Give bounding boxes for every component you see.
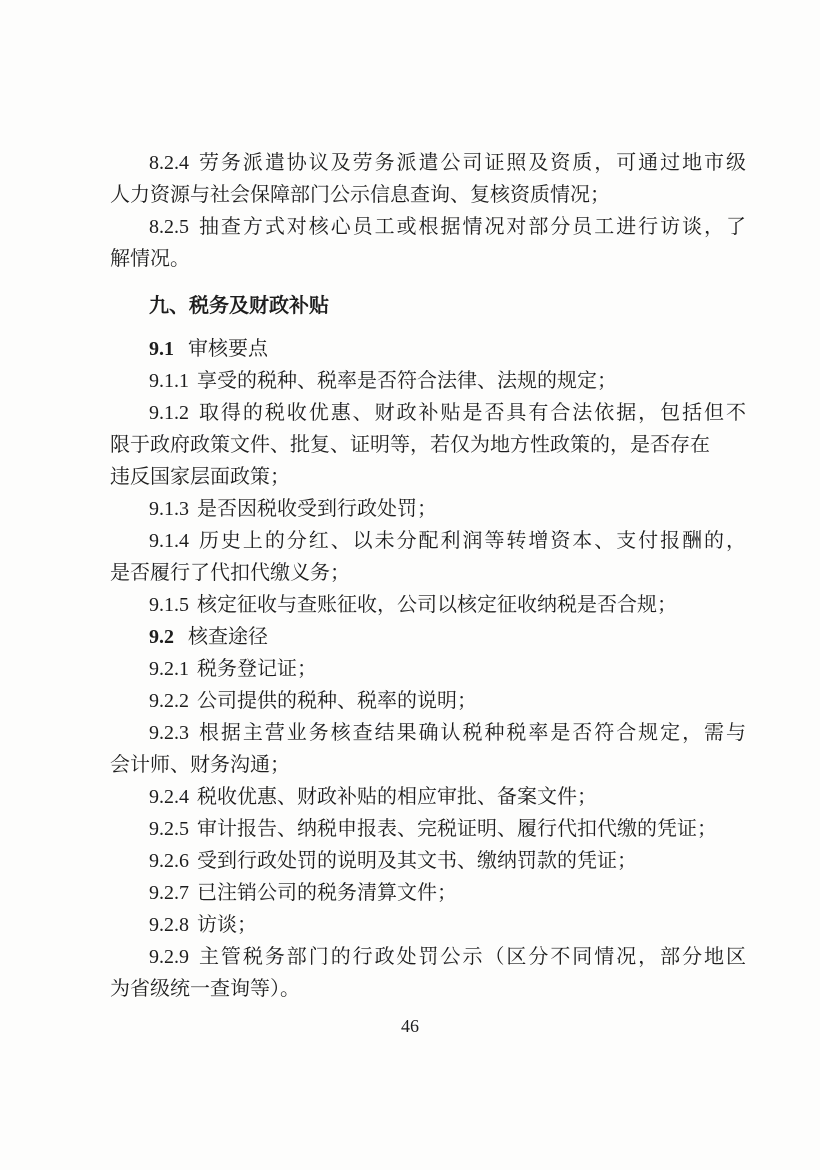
clause-text: 核定征收与查账征收，公司以核定征收纳税是否合规； [197, 592, 677, 616]
paragraph-line [149, 784, 597, 809]
paragraph-line [110, 752, 290, 776]
paragraph-line [149, 912, 257, 937]
paragraph-line [149, 816, 717, 841]
clause-number: 9.2.3 [149, 722, 189, 744]
clause-text: 是否因税收受到行政处罚； [197, 496, 437, 520]
paragraph-line [149, 944, 746, 969]
section-heading [149, 293, 329, 317]
clause-text: 核查途径 [188, 624, 268, 648]
clause-text: 解情况。 [110, 246, 190, 270]
page-number: 46 [401, 1016, 419, 1036]
clause-text: 抽查方式对核心员工或根据情况对部分员工进行访谈，了 [197, 214, 746, 238]
paragraph-line [110, 432, 710, 456]
clause-number: 9.1.3 [149, 498, 189, 520]
paragraph-line [110, 464, 290, 488]
clause-text: 为省级统一查询等）。 [110, 976, 300, 1000]
clause-text: 访谈； [197, 912, 257, 936]
clause-text: 税务登记证； [197, 656, 317, 680]
clause-text: 审计报告、纳税申报表、完税证明、履行代扣代缴的凭证； [197, 816, 717, 840]
clause-text: 审核要点 [188, 336, 268, 360]
clause-number: 9.1.2 [149, 402, 189, 424]
paragraph-line [149, 656, 317, 681]
paragraph-line [149, 214, 746, 239]
clause-number: 9.1.1 [149, 370, 189, 392]
clause-number: 8.2.5 [149, 216, 189, 238]
clause-text: 会计师、财务沟通； [110, 752, 290, 776]
clause-number: 9.2.8 [149, 914, 189, 936]
clause-number: 9.2.4 [149, 786, 189, 808]
paragraph-line [149, 592, 677, 617]
clause-text: 主管税务部门的行政处罚公示（区分不同情况，部分地区 [197, 944, 746, 968]
clause-text: 税收优惠、财政补贴的相应审批、备案文件； [197, 784, 597, 808]
clause-text: 违反国家层面政策； [110, 464, 290, 488]
clause-text: 取得的税收优惠、财政补贴是否具有合法依据，包括但不 [197, 400, 746, 424]
clause-number: 9.1.5 [149, 594, 189, 616]
clause-number: 9.2.9 [149, 946, 189, 968]
clause-number: 9.1.4 [149, 530, 189, 552]
paragraph-line [149, 368, 617, 393]
clause-number: 9.1 [149, 338, 174, 360]
clause-text: 根据主营业务核查结果确认税种税率是否符合规定，需与 [197, 720, 746, 744]
clause-text: 人力资源与社会保障部门公示信息查询、复核资质情况； [110, 182, 610, 206]
paragraph-line [110, 560, 350, 584]
paragraph-line [149, 528, 746, 553]
clause-text: 公司提供的税种、税率的说明； [197, 688, 477, 712]
paragraph-line [149, 400, 746, 425]
paragraph-line [110, 246, 190, 270]
clause-number: 9.2 [149, 626, 174, 648]
clause-number: 9.2.2 [149, 690, 189, 712]
clause-text: 已注销公司的税务清算文件； [197, 880, 457, 904]
subsection-heading [149, 336, 268, 361]
clause-number: 9.2.5 [149, 818, 189, 840]
paragraph-line [110, 976, 300, 1000]
paragraph-line [149, 848, 637, 873]
clause-text: 劳务派遣协议及劳务派遣公司证照及资质，可通过地市级 [197, 150, 746, 174]
paragraph-line [149, 496, 437, 521]
clause-number: 9.2.7 [149, 882, 189, 904]
clause-number: 9.2.1 [149, 658, 189, 680]
clause-text: 历史上的分红、以未分配利润等转增资本、支付报酬的， [197, 528, 746, 552]
clause-text: 享受的税种、税率是否符合法律、法规的规定； [197, 368, 617, 392]
paragraph-line [149, 150, 746, 175]
paragraph-line [110, 182, 610, 206]
subsection-heading [149, 624, 268, 649]
clause-text: 是否履行了代扣代缴义务； [110, 560, 350, 584]
clause-number: 8.2.4 [149, 152, 189, 174]
paragraph-line [149, 688, 477, 713]
clause-number: 9.2.6 [149, 850, 189, 872]
clause-text: 受到行政处罚的说明及其文书、缴纳罚款的凭证； [197, 848, 637, 872]
paragraph-line [149, 720, 746, 745]
paragraph-line [149, 880, 457, 905]
section-heading-text: 九、税务及财政补贴 [149, 293, 329, 317]
clause-text: 限于政府政策文件、批复、证明等，若仅为地方性政策的，是否存在 [110, 432, 710, 456]
